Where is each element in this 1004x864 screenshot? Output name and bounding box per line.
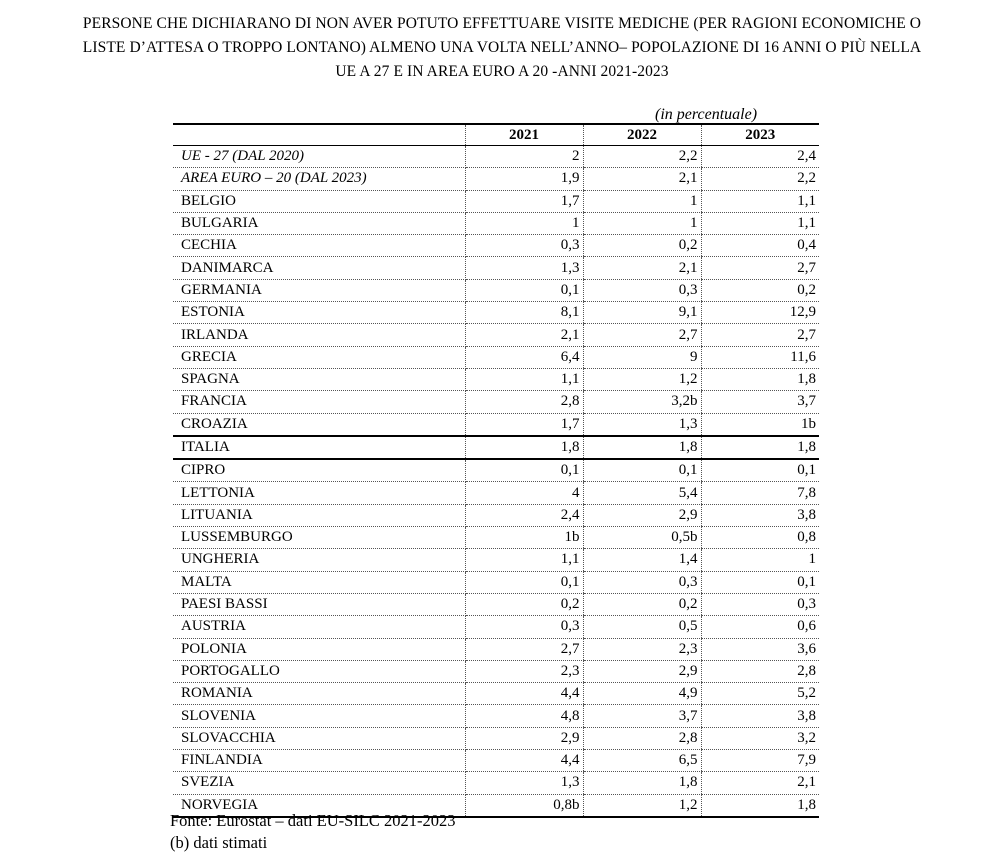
table-row bbox=[173, 346, 819, 368]
country-cell: LETTONIA bbox=[173, 482, 465, 504]
value-2023-cell: 2,7 bbox=[701, 324, 819, 346]
value-2022-cell: 0,3 bbox=[583, 279, 701, 301]
value-2023-cell: 3,2 bbox=[701, 727, 819, 749]
value-2022-cell: 2,3 bbox=[583, 638, 701, 660]
table-row bbox=[173, 413, 819, 436]
country-cell: SPAGNA bbox=[173, 368, 465, 390]
unit-note: (in percentuale) bbox=[655, 106, 758, 123]
document-title bbox=[14, 12, 990, 84]
value-2021-cell: 0,2 bbox=[465, 593, 583, 615]
value-2021-cell: 0,1 bbox=[465, 571, 583, 593]
country-cell: UNGHERIA bbox=[173, 549, 465, 571]
value-2022-cell: 2,9 bbox=[583, 660, 701, 682]
value-2021-cell: 1,3 bbox=[465, 257, 583, 279]
value-2023-cell: 2,8 bbox=[701, 660, 819, 682]
table-row bbox=[173, 190, 819, 212]
value-2023-cell: 1,1 bbox=[701, 212, 819, 234]
value-2021-cell: 0,1 bbox=[465, 279, 583, 301]
value-2022-cell: 1,2 bbox=[583, 794, 701, 817]
table-row bbox=[173, 571, 819, 593]
value-2023-cell: 0,6 bbox=[701, 616, 819, 638]
source-note: Fonte: Eurostat – dati EU-SILC 2021-2023 bbox=[170, 811, 456, 830]
value-2021-cell: 1,1 bbox=[465, 549, 583, 571]
value-2022-cell: 1,8 bbox=[583, 772, 701, 794]
table-body bbox=[173, 146, 819, 817]
country-cell: SLOVACCHIA bbox=[173, 727, 465, 749]
table-row bbox=[173, 593, 819, 615]
country-cell: LUSSEMBURGO bbox=[173, 527, 465, 549]
value-2022-cell: 0,5b bbox=[583, 527, 701, 549]
title-line: PERSONE CHE DICHIARANO DI NON AVER POTUTO EFFETTUARE VISITE MEDICHE (PER RAGIONI ECONOMICHE O bbox=[82, 15, 922, 32]
country-cell: DANIMARCA bbox=[173, 257, 465, 279]
value-2022-cell: 3,2b bbox=[583, 391, 701, 413]
value-2023-cell: 0,1 bbox=[701, 571, 819, 593]
value-2021-cell: 1,8 bbox=[465, 436, 583, 459]
header-2023: 2023 bbox=[701, 124, 819, 146]
value-2022-cell: 2,7 bbox=[583, 324, 701, 346]
table-row bbox=[173, 257, 819, 279]
value-2021-cell: 1,3 bbox=[465, 772, 583, 794]
country-cell: CIPRO bbox=[173, 459, 465, 482]
value-2021-cell: 0,3 bbox=[465, 616, 583, 638]
table-header-row bbox=[173, 124, 819, 146]
value-2022-cell: 2,9 bbox=[583, 504, 701, 526]
value-2023-cell: 3,8 bbox=[701, 705, 819, 727]
value-2023-cell: 0,1 bbox=[701, 459, 819, 482]
value-2022-cell: 3,7 bbox=[583, 705, 701, 727]
table-row bbox=[173, 235, 819, 257]
country-cell: POLONIA bbox=[173, 638, 465, 660]
value-2022-cell: 2,1 bbox=[583, 168, 701, 190]
value-2021-cell: 2,3 bbox=[465, 660, 583, 682]
header-2022: 2022 bbox=[583, 124, 701, 146]
table-row bbox=[173, 436, 819, 459]
country-cell: PORTOGALLO bbox=[173, 660, 465, 682]
value-2021-cell: 2,1 bbox=[465, 324, 583, 346]
value-2021-cell: 4 bbox=[465, 482, 583, 504]
value-2023-cell: 1,8 bbox=[701, 436, 819, 459]
table-row bbox=[173, 683, 819, 705]
country-cell: NORVEGIA bbox=[173, 794, 465, 817]
value-2022-cell: 1 bbox=[583, 190, 701, 212]
value-2021-cell: 0,1 bbox=[465, 459, 583, 482]
country-cell: BULGARIA bbox=[173, 212, 465, 234]
country-cell: PAESI BASSI bbox=[173, 593, 465, 615]
value-2022-cell: 1,2 bbox=[583, 368, 701, 390]
country-cell: ROMANIA bbox=[173, 683, 465, 705]
value-2023-cell: 2,4 bbox=[701, 146, 819, 168]
value-2021-cell: 2 bbox=[465, 146, 583, 168]
value-2022-cell: 1 bbox=[583, 212, 701, 234]
country-cell: MALTA bbox=[173, 571, 465, 593]
value-2021-cell: 1,1 bbox=[465, 368, 583, 390]
value-2023-cell: 0,2 bbox=[701, 279, 819, 301]
value-2022-cell: 0,2 bbox=[583, 235, 701, 257]
data-table bbox=[173, 123, 819, 818]
value-2023-cell: 12,9 bbox=[701, 302, 819, 324]
value-2023-cell: 0,3 bbox=[701, 593, 819, 615]
value-2023-cell: 11,6 bbox=[701, 346, 819, 368]
country-cell: LITUANIA bbox=[173, 504, 465, 526]
value-2022-cell: 4,9 bbox=[583, 683, 701, 705]
table-row bbox=[173, 727, 819, 749]
table-row bbox=[173, 660, 819, 682]
value-2022-cell: 5,4 bbox=[583, 482, 701, 504]
value-2021-cell: 4,8 bbox=[465, 705, 583, 727]
value-2023-cell: 0,8 bbox=[701, 527, 819, 549]
country-cell: IRLANDA bbox=[173, 324, 465, 346]
table-row bbox=[173, 482, 819, 504]
table-row bbox=[173, 616, 819, 638]
value-2022-cell: 1,3 bbox=[583, 413, 701, 436]
value-2023-cell: 3,7 bbox=[701, 391, 819, 413]
table-row bbox=[173, 459, 819, 482]
header-2021: 2021 bbox=[465, 124, 583, 146]
value-2021-cell: 1,7 bbox=[465, 413, 583, 436]
value-2023-cell: 5,2 bbox=[701, 683, 819, 705]
country-cell: UE - 27 (DAL 2020) bbox=[173, 146, 465, 168]
value-2023-cell: 2,7 bbox=[701, 257, 819, 279]
country-cell: GERMANIA bbox=[173, 279, 465, 301]
value-2023-cell: 3,8 bbox=[701, 504, 819, 526]
value-2023-cell: 1,8 bbox=[701, 794, 819, 817]
country-cell: AREA EURO – 20 (DAL 2023) bbox=[173, 168, 465, 190]
value-2021-cell: 1 bbox=[465, 212, 583, 234]
value-2022-cell: 0,1 bbox=[583, 459, 701, 482]
table-row bbox=[173, 146, 819, 168]
table-row bbox=[173, 168, 819, 190]
value-2023-cell: 2,1 bbox=[701, 772, 819, 794]
country-cell: GRECIA bbox=[173, 346, 465, 368]
value-2021-cell: 1b bbox=[465, 527, 583, 549]
table-row bbox=[173, 638, 819, 660]
table-row bbox=[173, 750, 819, 772]
value-2021-cell: 1,9 bbox=[465, 168, 583, 190]
country-cell: BELGIO bbox=[173, 190, 465, 212]
value-2021-cell: 2,9 bbox=[465, 727, 583, 749]
table-row bbox=[173, 391, 819, 413]
value-2021-cell: 2,4 bbox=[465, 504, 583, 526]
table-row bbox=[173, 705, 819, 727]
value-2022-cell: 2,1 bbox=[583, 257, 701, 279]
value-2023-cell: 1,8 bbox=[701, 368, 819, 390]
value-2022-cell: 2,8 bbox=[583, 727, 701, 749]
table-row bbox=[173, 324, 819, 346]
table-row bbox=[173, 549, 819, 571]
table-row bbox=[173, 302, 819, 324]
value-2022-cell: 9 bbox=[583, 346, 701, 368]
value-2021-cell: 4,4 bbox=[465, 683, 583, 705]
country-cell: FINLANDIA bbox=[173, 750, 465, 772]
table-row bbox=[173, 504, 819, 526]
table-row bbox=[173, 772, 819, 794]
value-2023-cell: 7,9 bbox=[701, 750, 819, 772]
table-row bbox=[173, 368, 819, 390]
value-2023-cell: 1,1 bbox=[701, 190, 819, 212]
country-cell: AUSTRIA bbox=[173, 616, 465, 638]
table-row bbox=[173, 527, 819, 549]
value-2022-cell: 0,5 bbox=[583, 616, 701, 638]
value-2021-cell: 0,3 bbox=[465, 235, 583, 257]
value-2023-cell: 7,8 bbox=[701, 482, 819, 504]
value-2022-cell: 2,2 bbox=[583, 146, 701, 168]
value-2023-cell: 2,2 bbox=[701, 168, 819, 190]
country-cell: ESTONIA bbox=[173, 302, 465, 324]
country-cell: FRANCIA bbox=[173, 391, 465, 413]
value-2022-cell: 1,8 bbox=[583, 436, 701, 459]
value-2023-cell: 1b bbox=[701, 413, 819, 436]
title-line: UE A 27 E IN AREA EURO A 20 -ANNI 2021-2023 bbox=[335, 63, 669, 80]
country-cell: SVEZIA bbox=[173, 772, 465, 794]
value-2021-cell: 1,7 bbox=[465, 190, 583, 212]
value-2021-cell: 8,1 bbox=[465, 302, 583, 324]
value-2021-cell: 6,4 bbox=[465, 346, 583, 368]
value-2021-cell: 2,7 bbox=[465, 638, 583, 660]
country-cell: ITALIA bbox=[173, 436, 465, 459]
footnotes bbox=[170, 810, 456, 854]
value-2022-cell: 9,1 bbox=[583, 302, 701, 324]
title-line: LISTE D’ATTESA O TROPPO LONTANO) ALMENO UNA VOLTA NELL’ANNO– POPOLAZIONE DI 16 ANNI O PIÙ NELLA bbox=[82, 39, 922, 56]
country-cell: CECHIA bbox=[173, 235, 465, 257]
value-2021-cell: 4,4 bbox=[465, 750, 583, 772]
value-2023-cell: 0,4 bbox=[701, 235, 819, 257]
table-row bbox=[173, 212, 819, 234]
header-country bbox=[173, 124, 465, 146]
value-2023-cell: 1 bbox=[701, 549, 819, 571]
value-2022-cell: 1,4 bbox=[583, 549, 701, 571]
estimate-note: (b) dati stimati bbox=[170, 833, 268, 852]
value-2021-cell: 2,8 bbox=[465, 391, 583, 413]
value-2022-cell: 0,3 bbox=[583, 571, 701, 593]
country-cell: CROAZIA bbox=[173, 413, 465, 436]
country-cell: SLOVENIA bbox=[173, 705, 465, 727]
value-2022-cell: 0,2 bbox=[583, 593, 701, 615]
value-2021-cell: 0,8b bbox=[465, 794, 583, 817]
table-row bbox=[173, 279, 819, 301]
value-2023-cell: 3,6 bbox=[701, 638, 819, 660]
value-2022-cell: 6,5 bbox=[583, 750, 701, 772]
